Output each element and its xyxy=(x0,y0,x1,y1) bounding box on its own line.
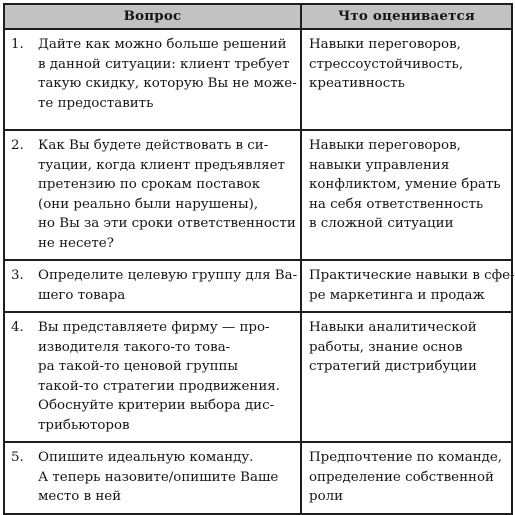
question-line: Дайте как можно больше решений xyxy=(38,37,287,52)
question-line: в данной ситуации: клиент требует xyxy=(38,56,290,72)
question-line: ра такой-то ценовой группы xyxy=(38,359,239,374)
evaluates-line: конфликтом, умение брать xyxy=(309,177,501,192)
question-line: Определите целевую группу для Ва- xyxy=(38,268,298,283)
question-line: туации, когда клиент предъявляет xyxy=(38,157,285,173)
table-row xyxy=(4,130,512,260)
evaluates-line: на себя ответственность xyxy=(309,196,484,212)
evaluates-line: Навыки аналитической xyxy=(309,320,477,335)
question-line: (они реально были нарушены), xyxy=(38,196,259,212)
header-evaluates: Что оценивается xyxy=(301,4,512,29)
table-row xyxy=(4,442,512,514)
question-line: Опишите идеальную команду. xyxy=(38,450,254,465)
question-cell xyxy=(4,130,301,260)
evaluates-cell xyxy=(301,442,512,514)
question-line: не несете? xyxy=(38,235,114,251)
question-cell xyxy=(4,442,301,514)
row-number: 4. xyxy=(11,320,24,335)
question-line: изводителя такого-то това- xyxy=(38,339,231,355)
questions-table xyxy=(3,3,513,515)
evaluates-line: навыки управления xyxy=(309,157,450,173)
question-line: те предоставить xyxy=(38,95,154,111)
question-line: но Вы за эти сроки ответственности xyxy=(38,216,296,231)
table-row xyxy=(4,260,512,312)
evaluates-line: в сложной ситуации xyxy=(309,216,454,231)
question-cell xyxy=(4,312,301,442)
evaluates-line: ре маркетинга и продаж xyxy=(309,287,485,303)
question-line: шего товара xyxy=(38,287,126,303)
evaluates-cell xyxy=(301,260,515,312)
row-number: 5. xyxy=(11,450,24,465)
evaluates-cell xyxy=(301,130,512,260)
question-line: такой-то стратегии продвижения. xyxy=(38,378,280,394)
question-line: Обоснуйте критерии выбора дис- xyxy=(38,398,275,413)
evaluates-line: Навыки переговоров, xyxy=(309,37,461,52)
evaluates-line: роли xyxy=(309,489,344,504)
row-number: 1. xyxy=(11,37,24,52)
question-line: претензию по срокам поставок xyxy=(38,177,261,192)
question-line: А теперь назовите/опишите Ваше xyxy=(38,469,279,485)
evaluates-cell xyxy=(301,312,512,442)
question-line: место в ней xyxy=(38,489,122,504)
evaluates-line: Предпочтение по команде, xyxy=(309,450,503,465)
header-row xyxy=(4,4,512,29)
evaluates-line: Практические навыки в сфе- xyxy=(309,268,515,283)
row-number: 2. xyxy=(11,138,24,153)
evaluates-cell xyxy=(301,29,512,130)
question-line: такую скидку, которую Вы не може- xyxy=(38,76,297,91)
question-line: трибьюторов xyxy=(38,417,130,433)
evaluates-line: креативность xyxy=(309,76,405,91)
evaluates-line: стрессоустойчивость, xyxy=(309,56,464,72)
question-line: Вы представляете фирму — про- xyxy=(38,320,270,335)
question-cell xyxy=(4,29,301,130)
table-row xyxy=(4,312,512,442)
question-cell xyxy=(4,260,301,312)
evaluates-line: работы, знание основ xyxy=(309,339,463,355)
evaluates-line: стратегий дистрибуции xyxy=(309,359,477,374)
row-number: 3. xyxy=(11,268,24,283)
header-question: Вопрос xyxy=(4,4,301,29)
question-line: Как Вы будете действовать в си- xyxy=(38,138,269,153)
evaluates-line: определение собственной xyxy=(309,469,494,485)
table-row xyxy=(4,29,512,130)
evaluates-line: Навыки переговоров, xyxy=(309,138,461,153)
